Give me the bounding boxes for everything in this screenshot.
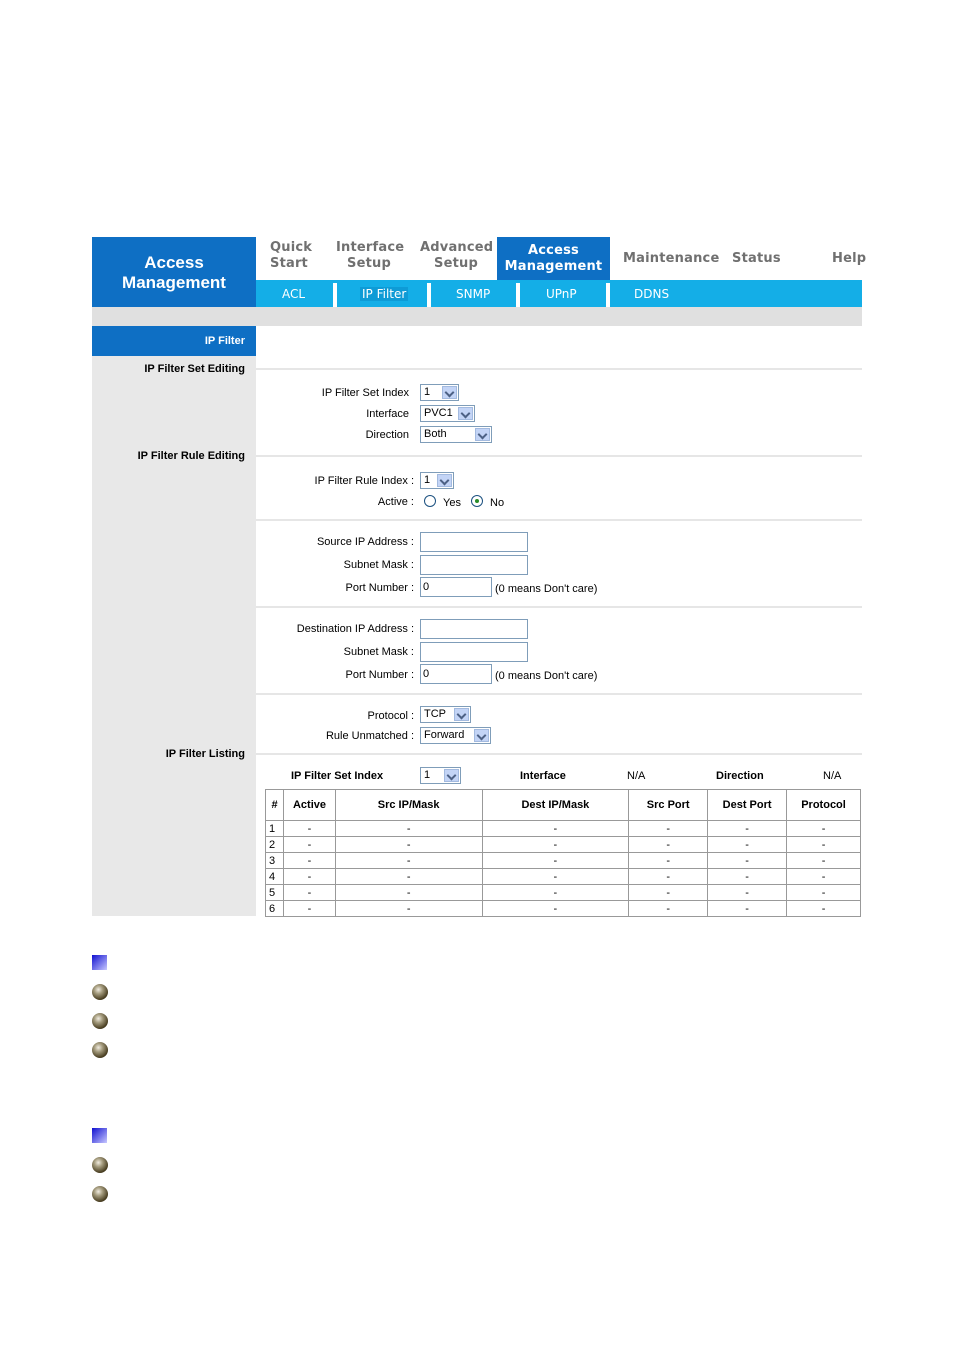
table-cell: - [629,853,708,869]
rule-index-select[interactable] [420,472,454,489]
src-port-hint: (0 means Don't care) [495,583,598,595]
chevron-down-icon [475,428,490,441]
table-cell: - [708,901,787,917]
col-header: Dest Port [708,790,787,821]
menu-label: Advanced [420,240,494,255]
src-mask-label: Subnet Mask : [343,559,414,571]
table-cell: - [708,821,787,837]
table-row [266,869,861,885]
listing-table [265,789,861,917]
row-number: 6 [266,901,284,917]
menu-label: Quick [270,240,313,255]
select-value: 1 [424,474,431,486]
src-ip-label: Source IP Address : [316,536,414,548]
select-value: PVC1 [424,407,453,419]
table-cell: - [708,869,787,885]
submenu-acl[interactable]: ACL [282,287,306,301]
table-cell: - [284,901,336,917]
chevron-down-icon [458,407,473,420]
table-cell: - [708,837,787,853]
sidebar-item-rule-editing: IP Filter Rule Editing [137,450,245,462]
table-cell: - [629,901,708,917]
table-cell: - [335,821,482,837]
col-header: Src IP/Mask [335,790,482,821]
table-cell: - [284,853,336,869]
listing-table-clip [260,787,864,917]
submenu-snmp[interactable]: SNMP [456,287,491,301]
table-cell: - [482,853,629,869]
select-value: 1 [424,386,431,398]
submenu-separator [516,283,520,307]
table-cell: - [335,837,482,853]
chevron-down-icon [454,708,469,721]
table-cell: - [629,821,708,837]
ball-bullet-icon [92,1042,108,1058]
col-header: Protocol [787,790,861,821]
ball-bullet-icon [92,1157,108,1173]
rule-index-label: IP Filter Rule Index : [314,475,414,487]
table-cell: - [629,885,708,901]
menu-label: Status [732,251,781,266]
menu-label: Management [504,259,603,274]
submenu-separator [427,283,431,307]
col-header: Dest IP/Mask [482,790,629,821]
table-row [266,853,861,869]
header-gray-strip [92,307,862,326]
row-number: 5 [266,885,284,901]
listing-direction-label: Direction [716,770,764,782]
menu-advanced-setup[interactable] [420,240,493,280]
table-cell: - [787,821,861,837]
set-index-select[interactable] [420,384,459,401]
divider [256,753,862,755]
ball-bullet-icon [92,1013,108,1029]
table-row [266,885,861,901]
select-value: Both [424,428,447,440]
divider [256,455,862,457]
col-header: Active [284,790,336,821]
active-yes-radio[interactable] [424,495,436,507]
table-cell: - [335,853,482,869]
table-cell: - [335,869,482,885]
chevron-down-icon [437,474,452,487]
set-index-label: IP Filter Set Index [321,387,409,399]
listing-set-index-select[interactable] [420,767,461,784]
submenu-separator [333,283,337,307]
protocol-label: Protocol : [367,710,414,722]
ball-bullet-icon [92,984,108,1000]
menu-quick-start[interactable] [270,240,312,280]
submenu-separator [606,283,610,307]
dst-port-label: Port Number : [345,669,414,681]
select-value: Forward [424,729,465,741]
menu-label: Setup [434,256,478,271]
table-cell: - [787,885,861,901]
submenu-ip-filter[interactable]: IP Filter [362,287,407,301]
square-bullet-icon [92,1128,107,1143]
src-ip-input[interactable] [420,532,528,552]
listing-direction-value: N/A [823,770,842,782]
submenu-ddns[interactable]: DDNS [634,287,670,301]
listing-interface-label: Interface [520,770,566,782]
menu-label: Access [528,243,579,258]
rule-unmatched-label: Rule Unmatched : [325,730,414,742]
table-cell: - [787,853,861,869]
table-cell: - [482,821,629,837]
table-cell: - [482,901,629,917]
menu-interface-setup[interactable] [336,240,404,280]
table-row [266,901,861,917]
listing-set-index-label: IP Filter Set Index [291,770,384,782]
chevron-down-icon [474,729,489,742]
col-header: # [266,790,284,821]
interface-label: Interface [366,408,409,420]
divider [256,368,862,370]
dst-mask-input[interactable] [420,642,528,662]
chevron-down-icon [442,386,457,399]
table-cell: - [284,821,336,837]
divider [256,519,862,521]
sidebar-item-listing: IP Filter Listing [165,748,245,760]
active-no-radio[interactable] [471,495,483,507]
menu-label: Setup [347,256,391,271]
dst-port-hint: (0 means Don't care) [495,670,598,682]
table-cell: - [482,885,629,901]
section-title-line2: Management [122,273,226,292]
divider [256,693,862,695]
table-cell: - [787,869,861,885]
table-cell: - [708,853,787,869]
menu-label: Help [832,251,867,266]
table-row [266,837,861,853]
sidebar [92,326,256,916]
table-cell: - [482,869,629,885]
row-number: 2 [266,837,284,853]
chevron-down-icon [444,769,459,782]
select-value: TCP [424,708,446,720]
table-cell: - [284,837,336,853]
src-port-label: Port Number : [345,582,414,594]
protocol-select[interactable] [420,706,471,723]
row-number: 3 [266,853,284,869]
table-cell: - [284,869,336,885]
row-number: 4 [266,869,284,885]
table-cell: - [335,885,482,901]
menu-label: Start [270,256,308,271]
active-label: Active : [377,496,414,508]
square-bullet-icon [92,955,107,970]
interface-select[interactable] [420,405,475,422]
table-row [266,821,861,837]
table-cell: - [482,837,629,853]
active-no-label: No [490,497,505,509]
direction-label: Direction [365,429,409,441]
table-cell: - [787,837,861,853]
src-port-input[interactable]: 0 [420,577,492,597]
active-yes-label: Yes [443,497,461,509]
divider [256,606,862,608]
table-cell: - [335,901,482,917]
direction-select[interactable] [420,426,492,443]
dst-ip-label: Destination IP Address : [296,623,414,635]
rule-unmatched-select[interactable] [420,727,491,744]
table-cell: - [629,869,708,885]
submenu-upnp[interactable]: UPnP [546,287,577,301]
row-number: 1 [266,821,284,837]
dst-mask-label: Subnet Mask : [343,646,414,658]
table-cell: - [284,885,336,901]
menu-label: Maintenance [623,251,720,266]
section-title [92,237,256,307]
table-header-row [266,790,861,821]
dst-ip-input[interactable] [420,619,528,639]
col-header: Src Port [629,790,708,821]
dst-port-input[interactable]: 0 [420,664,492,684]
src-mask-input[interactable] [420,555,528,575]
menu-access-management[interactable] [497,237,610,280]
section-title-line1: Access [144,253,204,272]
table-cell: - [787,901,861,917]
listing-interface-value: N/A [627,770,646,782]
sidebar-item-set-editing: IP Filter Set Editing [144,363,245,375]
ball-bullet-icon [92,1186,108,1202]
select-value: 1 [424,769,431,781]
sidebar-item-ip-filter: IP Filter [204,335,245,347]
menu-label: Interface [336,240,405,255]
table-cell: - [629,837,708,853]
table-cell: - [708,885,787,901]
